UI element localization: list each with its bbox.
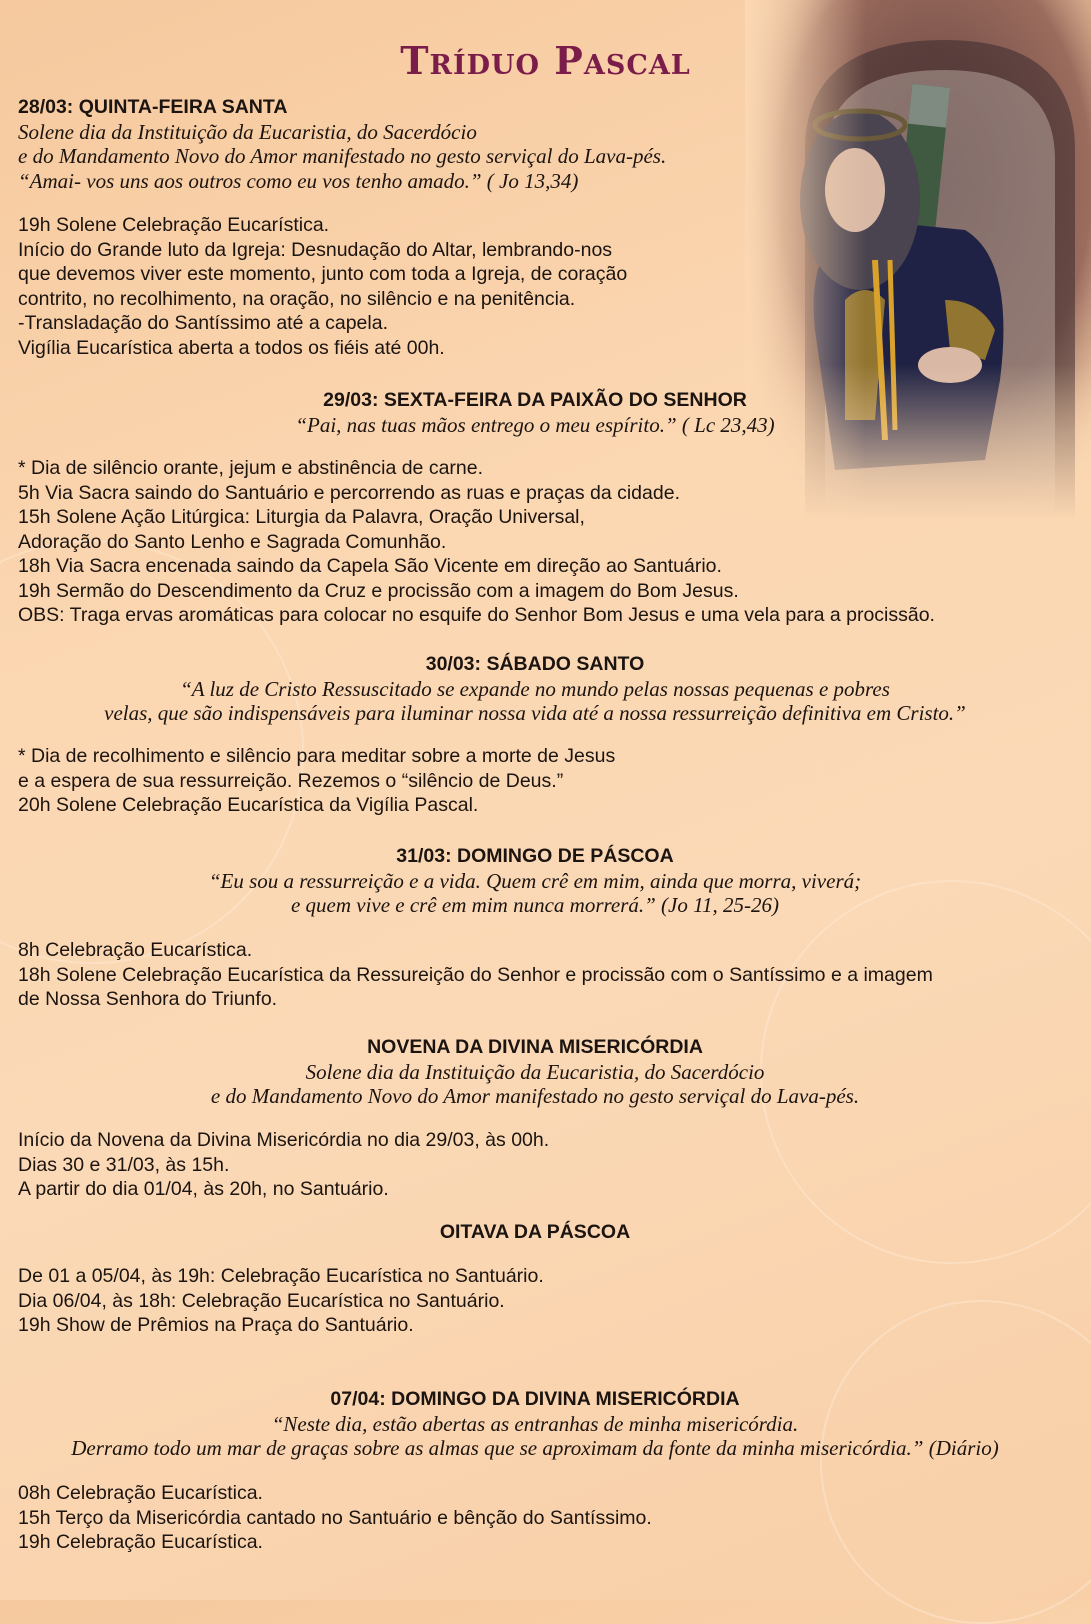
schedule-line: * Dia de silêncio orante, jejum e abstinência de carne. [18,457,484,479]
schedule-line: 20h Solene Celebração Eucarística da Vigília Pascal. [18,794,479,816]
misericordia-header [0,1387,1070,1461]
schedule-line: Adoração do Santo Lenho e Sagrada Comunhão. [18,530,447,553]
schedule-line: Início do Grande luto da Igreja: Desnudação do Altar, lembrando-nos [18,238,613,261]
sabado-schedule [18,744,615,818]
section-heading: OITAVA DA PÁSCOA [439,1221,631,1243]
schedule-line: 18h Via Sacra encenada saindo da Capela São Vicente em direção ao Santuário. [18,555,722,577]
sexta-feira-schedule [18,456,935,628]
schedule-line: 19h Sermão do Descendimento da Cruz e procissão com a imagem do Bom Jesus. [18,579,739,602]
schedule-line: Dia 06/04, às 18h: Celebração Eucarística no Santuário. [18,1289,505,1312]
schedule-line: 19h Celebração Eucarística. [18,1531,263,1553]
schedule-line: 18h Solene Celebração Eucarística da Ressureição do Senhor e procissão com o Santíssimo e a imagem [18,963,933,986]
section-quote-line: e do Mandamento Novo do Amor manifestado no gesto serviçal do Lava-pés. [210,1084,860,1108]
section-quote-line: “A luz de Cristo Ressuscitado se expande no mundo pelas nossas pequenas e pobres [180,676,890,701]
domingo-schedule [18,938,933,1012]
schedule-line: OBS: Traga ervas aromáticas para colocar no esquife do Senhor Bom Jesus e uma vela para a procissão. [18,604,935,626]
oitava-header [0,1220,1070,1245]
schedule-line: 08h Celebração Eucarística. [18,1482,263,1504]
novena-header [0,1035,1070,1109]
sexta-feira-header [0,388,1070,437]
section-quote-line: velas, que são indispensáveis para iluminar nossa vida até a nossa ressurreição definitiva em Cristo.” [104,701,966,725]
schedule-line: * Dia de recolhimento e silêncio para meditar sobre a morte de Jesus [18,745,616,767]
schedule-line: A partir do dia 01/04, às 20h, no Santuário. [18,1178,389,1200]
section-quote-line: e quem vive e crê em mim nunca morrerá.” (Jo 11, 25-26) [290,893,780,917]
section-quote-line: Derramo todo um mar de graças sobre as almas que se aproximam da fonte da minha misericórdia.” (Diário) [71,1436,999,1460]
section-quote-line: “Pai, nas tuas mãos entrego o meu espírito.” ( Lc 23,43) [295,412,775,437]
section-quote-line: “Amai- vos uns aos outros como eu vos tenho amado.” ( Jo 13,34) [18,168,579,193]
misericordia-schedule [18,1481,652,1555]
schedule-line: Dias 30 e 31/03, às 15h. [18,1153,230,1176]
section-quote-line: e do Mandamento Novo do Amor manifestado no gesto serviçal do Lava-pés. [18,144,667,168]
section-quote-line: “Eu sou a ressurreição e a vida. Quem crê em mim, ainda que morra, viverá; [208,868,862,893]
section-heading: 28/03: QUINTA-FEIRA SANTA [18,96,288,118]
section-heading: 07/04: DOMINGO DA DIVINA MISERICÓRDIA [330,1388,740,1410]
section-heading: 29/03: SEXTA-FEIRA DA PAIXÃO DO SENHOR [323,389,747,411]
schedule-line: de Nossa Senhora do Triunfo. [18,988,278,1010]
schedule-line: e a espera de sua ressurreição. Rezemos o “silêncio de Deus.” [18,769,564,792]
schedule-line: 8h Celebração Eucarística. [18,939,253,961]
schedule-line: 5h Via Sacra saindo do Santuário e percorrendo as ruas e praças da cidade. [18,481,680,504]
section-quote-line: Solene dia da Instituição da Eucaristia, do Sacerdócio [18,119,477,144]
schedule-line: Início da Novena da Divina Misericórdia no dia 29/03, às 00h. [18,1129,550,1151]
section-heading: NOVENA DA DIVINA MISERICÓRDIA [367,1036,703,1058]
novena-schedule [18,1128,549,1202]
schedule-line: Vigília Eucarística aberta a todos os fiéis até 00h. [18,336,445,359]
oitava-schedule [18,1264,544,1338]
section-heading: 31/03: DOMINGO DE PÁSCOA [396,845,674,867]
schedule-line: De 01 a 05/04, às 19h: Celebração Eucarística no Santuário. [18,1265,544,1287]
sabado-header [0,652,1070,726]
schedule-line: 15h Terço da Misericórdia cantado no Santuário e bênção do Santíssimo. [18,1506,652,1529]
page-title: Tríduo Pascal [400,38,691,83]
quinta-feira-section [18,95,666,193]
background-swirl [820,1300,1091,1624]
schedule-line: -Transladação do Santíssimo até a capela. [18,312,388,334]
quinta-feira-schedule [18,213,627,360]
schedule-line: contrito, no recolhimento, na oração, no silêncio e na penitência. [18,287,576,310]
section-heading: 30/03: SÁBADO SANTO [425,653,645,675]
schedule-line: 19h Show de Prêmios na Praça do Santuário. [18,1314,414,1336]
section-quote-line: Solene dia da Instituição da Eucaristia, do Sacerdócio [305,1059,765,1084]
section-quote-line: “Neste dia, estão abertas as entranhas de minha misericórdia. [271,1411,799,1436]
schedule-line: que devemos viver este momento, junto com toda a Igreja, de coração [18,263,628,285]
schedule-line: 19h Solene Celebração Eucarística. [18,214,330,236]
domingo-header [0,844,1070,918]
schedule-line: 15h Solene Ação Litúrgica: Liturgia da Palavra, Oração Universal, [18,506,585,528]
